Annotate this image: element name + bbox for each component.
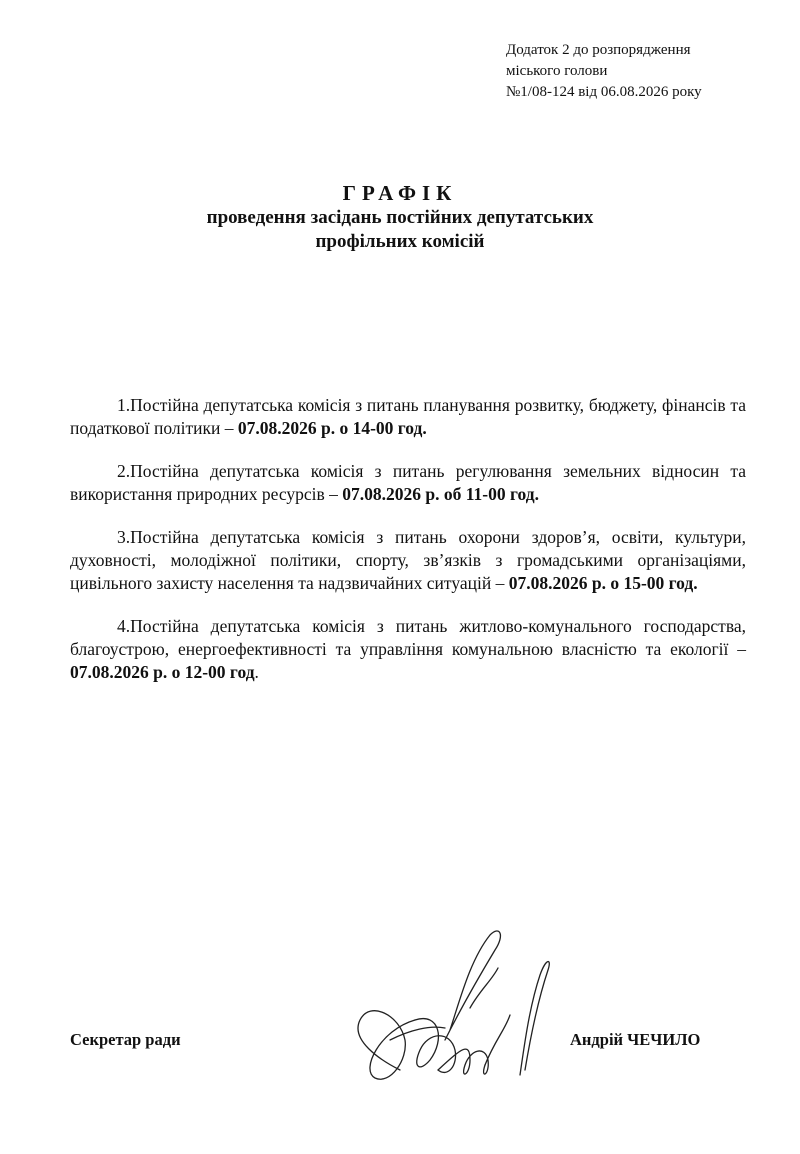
schedule-item-2: 2.Постійна депутатська комісія з питань регулювання земельних відносин та використання природних ресурсів – 07.08.2026 р. об 11-00 год.	[70, 461, 746, 504]
schedule-item-1-date: 07.08.2026 р. о 14-00 год.	[237, 418, 427, 438]
appendix-line-2: міського голови	[506, 63, 608, 79]
schedule-item-4-date: 07.08.2026 р. о 12-00 год	[70, 662, 255, 682]
schedule-list	[70, 394, 746, 704]
appendix-line-3: №1/08-124 від 06.08.2026 року	[506, 84, 702, 100]
title-subtitle-line-2: профільних комісій	[315, 231, 485, 252]
handwritten-signature	[320, 920, 560, 1100]
signatory-position: Секретар ради	[70, 1030, 181, 1049]
schedule-item-2-date: 07.08.2026 р. об 11-00 год.	[342, 484, 539, 504]
schedule-item-3-text: 3.Постійна депутатська комісія з питань охорони здоров’я, освіти, культури, духовності, молодіжної політики, спорту, зв’язків з громадськими організаціями, цивільного захисту населення та надзвичайних ситуацій	[70, 527, 746, 593]
appendix-note	[506, 40, 702, 103]
title-main: ГРАФІК	[342, 181, 458, 205]
title-subtitle-line-1: проведення засідань постійних депутатських	[206, 207, 594, 228]
schedule-item-1: 1.Постійна депутатська комісія з питань планування розвитку, бюджету, фінансів та податкової політики – 07.08.2026 р. о 14-00 год.	[70, 395, 746, 438]
appendix-line-1: Додаток 2 до розпорядження	[506, 42, 691, 58]
schedule-item-3-date: 07.08.2026 р. о 15-00 год.	[508, 573, 698, 593]
schedule-item-4-text: 4.Постійна депутатська комісія з питань житлово-комунального господарства, благоустрою, енергоефективності та управління комунальною власністю та екології	[70, 616, 746, 659]
schedule-item-4-trail: .	[254, 662, 259, 682]
document-title	[0, 180, 800, 254]
schedule-item-1-text: 1.Постійна депутатська комісія з питань планування розвитку, бюджету, фінансів та податкової політики	[70, 395, 746, 438]
schedule-item-2-text: 2.Постійна депутатська комісія з питань регулювання земельних відносин та використання природних ресурсів	[70, 461, 746, 504]
schedule-item-4: 4.Постійна депутатська комісія з питань житлово-комунального господарства, благоустрою, енергоефективності та управління комунальною власністю та екології – 07.08.2026 р. о 12-00 год.	[70, 616, 746, 682]
signatory-name: Андрій ЧЕЧИЛО	[570, 1030, 701, 1049]
schedule-item-3: 3.Постійна депутатська комісія з питань охорони здоров’я, освіти, культури, духовності, молодіжної політики, спорту, зв’язків з громадськими організаціями, цивільного захисту населення та надзвичайних ситуацій – 07.08.2026 р. о 15-00 год.	[70, 527, 746, 593]
